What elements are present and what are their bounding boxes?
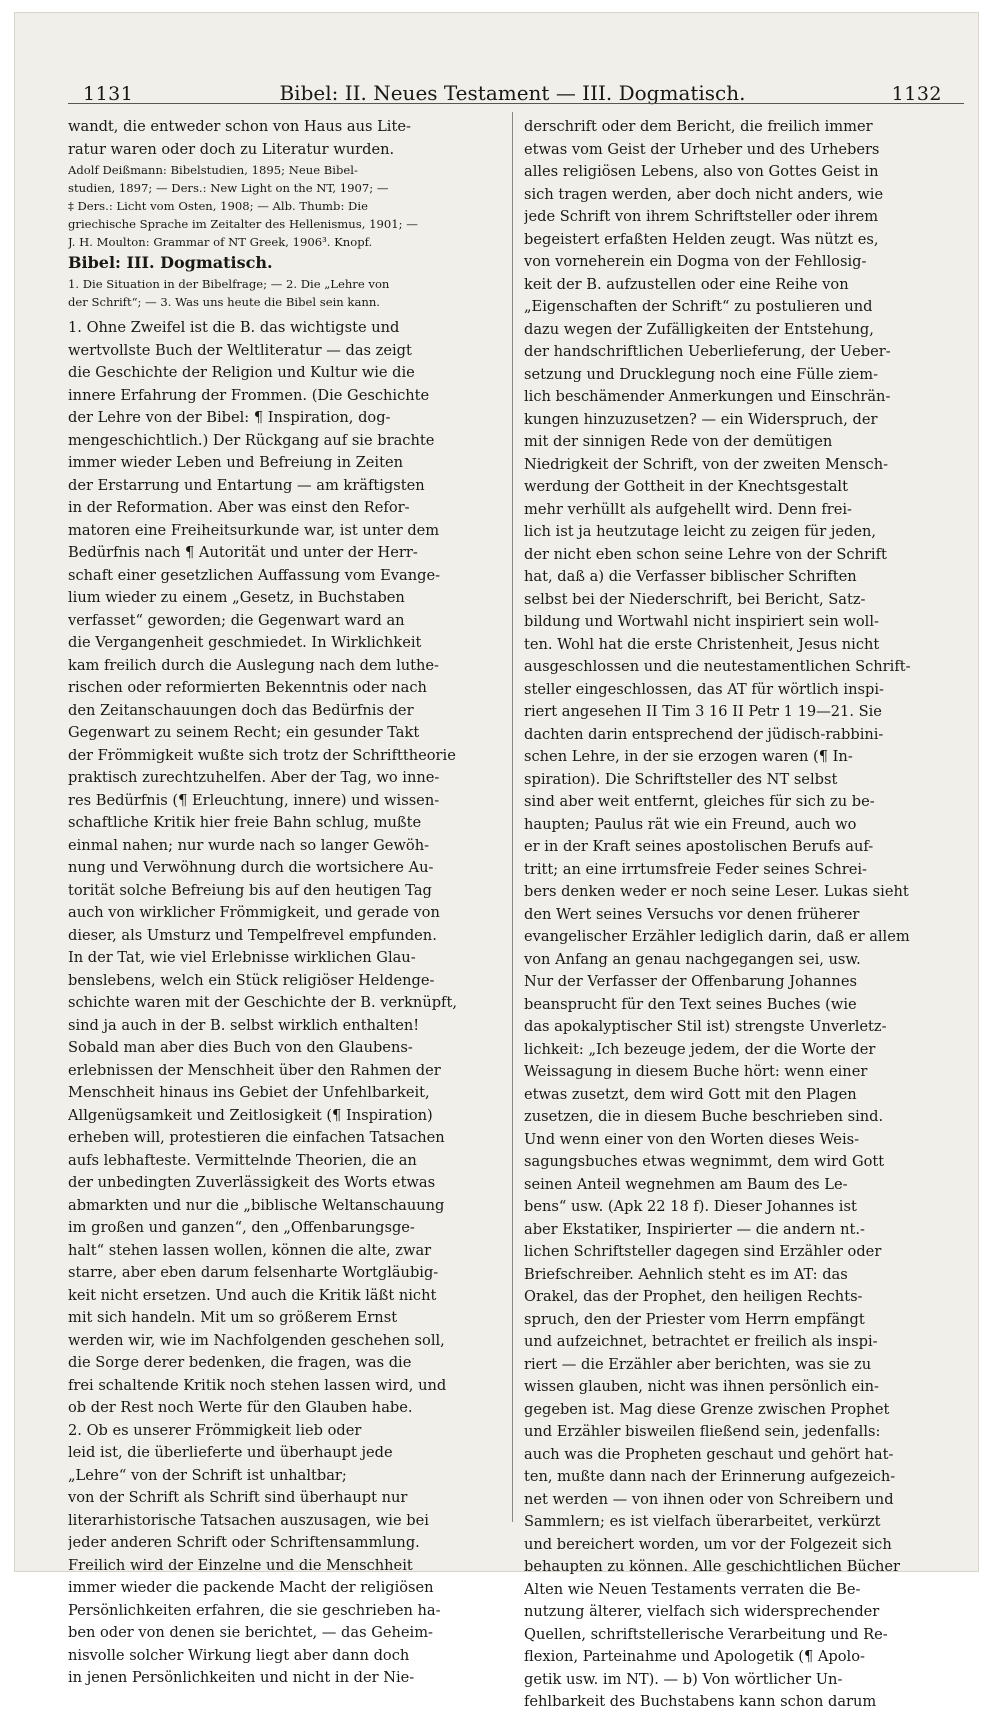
text-line: schen Lehre, in der sie erzogen waren (¶ In-: [524, 748, 853, 765]
text-line: matoren eine Freiheitsurkunde war, ist unter dem: [68, 521, 440, 539]
text-line: riert — die Erzähler aber berichten, was sie zu: [524, 1355, 872, 1373]
text-line: ratur waren oder doch zu Literatur wurden.: [68, 140, 395, 158]
running-header: [83, 71, 942, 111]
text-line: Menschheit hinaus ins Gebiet der Unfehlbarkeit,: [68, 1084, 430, 1101]
text-line: keit nicht ersetzen. Und auch die Kritik läßt nicht: [68, 1286, 437, 1304]
text-line: spruch, den der Priester vom Herrn empfängt: [524, 1310, 865, 1328]
text-line: net werden — von ihnen oder von Schreibern und: [524, 1490, 894, 1508]
text-line: seinen Anteil wegnehmen am Baum des Le-: [524, 1175, 848, 1193]
text-line: Briefschreiber. Aehnlich steht es im AT: das: [524, 1265, 848, 1283]
text-line: praktisch zurechtzuhelfen. Aber der Tag, wo inne-: [68, 769, 440, 786]
text-line: Freilich wird der Einzelne und die Menschheit: [68, 1556, 413, 1574]
text-line: abmarkten und nur die „biblische Weltanschauung: [68, 1196, 445, 1214]
text-line: steller eingeschlossen, das AT für wörtlich inspi-: [524, 680, 884, 698]
text-line: schichte waren mit der Geschichte der B. verknüpft,: [68, 994, 457, 1011]
text-line: sind ja auch in der B. selbst wirklich enthalten!: [68, 1016, 420, 1034]
text-line: und bereichert worden, um vor der Folgezeit sich: [524, 1535, 892, 1553]
text-line: spiration). Die Schriftsteller des NT selbst: [524, 770, 838, 788]
text-line: getik usw. im NT). — b) Von wörtlicher Un-: [524, 1670, 843, 1688]
text-line: Nur der Verfasser der Offenbarung Johannes: [524, 973, 857, 990]
text-line: benslebens, welch ein Stück religiöser Heldenge-: [68, 971, 435, 989]
text-line: alles religiösen Lebens, also von Gottes Geist in: [524, 163, 879, 180]
text-line: den Wert seines Versuchs vor denen früherer: [524, 905, 860, 923]
text-line: keit der B. aufzustellen oder eine Reihe von: [524, 275, 849, 293]
text-line: ob der Rest noch Werte für den Glauben habe.: [68, 1399, 413, 1416]
left-column: [68, 116, 500, 1690]
text-line: literarhistorische Tatsachen auszusagen, wie bei: [68, 1511, 429, 1529]
text-line: Gegenwart zu seinem Recht; ein gesunder Takt: [68, 724, 420, 741]
text-line: auch was die Propheten geschaut und gehört hat-: [524, 1445, 894, 1463]
column-divider: [512, 112, 513, 1522]
text-line: den Zeitanschauungen doch das Bedürfnis der: [68, 701, 414, 719]
text-line: von der Schrift als Schrift sind überhaupt nur: [68, 1489, 408, 1506]
text-line: begeistert erfaßten Helden zeugt. Was nützt es,: [524, 230, 879, 248]
text-line: einmal nahen; nur wurde nach so langer Gewöh-: [68, 836, 430, 854]
text-line: res Bedürfnis (¶ Erleuchtung, innere) und wissen-: [68, 791, 440, 809]
text-line: in der Reformation. Aber was einst den Refor-: [68, 499, 410, 516]
text-line: werden wir, wie im Nachfolgenden geschehen soll,: [68, 1331, 445, 1349]
text-line: hat, daß a) die Verfasser biblischer Schriften: [524, 568, 857, 585]
text-line: flexion, Parteinahme und Apologetik (¶ Apolo-: [524, 1648, 865, 1665]
text-line: leid ist, die überlieferte und überhaupt jede: [68, 1444, 393, 1461]
text-line: torität solche Befreiung bis auf den heutigen Tag: [68, 881, 432, 899]
text-line: der Frömmigkeit wußte sich trotz der Schrifttheorie: [68, 746, 456, 764]
text-line: werdung der Gottheit in der Knechtsgestalt: [524, 478, 848, 495]
text-line: die Geschichte der Religion und Kultur wie die: [68, 364, 415, 381]
text-line: Allgenügsamkeit und Zeitlosigkeit (¶ Inspiration): [68, 1106, 433, 1124]
text-line: beansprucht für den Text seines Buches (wie: [524, 995, 857, 1013]
text-line: wissen glauben, nicht was ihnen persönlich ein-: [524, 1378, 879, 1395]
text-line: schaftliche Kritik hier freie Bahn schlug, mußte: [68, 814, 422, 831]
text-line: ‡ Ders.: Licht vom Osten, 1908; — Alb. Thumb: Die: [68, 199, 368, 213]
text-line: studien, 1897; — Ders.: New Light on the NT, 1907; —: [68, 181, 389, 195]
header-rule: [68, 103, 964, 104]
text-line: In der Tat, wie viel Erlebnisse wirklichen Glau-: [68, 949, 416, 966]
text-line: die Vergangenheit geschmiedet. In Wirklichkeit: [68, 634, 422, 651]
text-line: rischen oder reformierten Bekenntnis oder nach: [68, 679, 427, 696]
right-column: [524, 116, 946, 1714]
text-line: lich ist ja heutzutage leicht zu zeigen für jeden,: [524, 523, 877, 540]
text-line: lium wieder zu einem „Gesetz, in Buchstaben: [68, 589, 405, 606]
text-line: riert angesehen II Tim 3 16 II Petr 1 19—21. Sie: [524, 703, 882, 720]
text-line: in jenen Persönlichkeiten und nicht in der Nie-: [68, 1669, 415, 1686]
text-line: bens“ usw. (Apk 22 18 f). Dieser Johannes ist: [524, 1198, 857, 1215]
text-line: aber Ekstatiker, Inspirierter — die andern nt.-: [524, 1220, 865, 1238]
text-line: behaupten zu können. Alle geschichtlichen Bücher: [524, 1558, 901, 1575]
text-line: auch von wirklicher Frömmigkeit, und gerade von: [68, 904, 440, 921]
text-line: tritt; an eine irrtumsfreie Feder seines Schrei-: [524, 860, 867, 878]
page-number-left: 1131: [83, 83, 134, 105]
page-number-right: 1132: [891, 83, 942, 105]
text-line: frei schaltende Kritik noch stehen lassen wird, und: [68, 1376, 447, 1394]
text-line: wandt, die entweder schon von Haus aus Lite-: [68, 118, 411, 135]
text-line: dachten darin entsprechend der jüdisch-rabbini-: [524, 725, 884, 743]
text-line: mengeschichtlich.) Der Rückgang auf sie brachte: [68, 431, 435, 449]
text-line: lichkeit: „Ich bezeuge jedem, der die Worte der: [524, 1040, 876, 1058]
text-line: Niedrigkeit der Schrift, von der zweiten Mensch-: [524, 455, 889, 473]
text-line: griechische Sprache im Zeitalter des Hellenismus, 1901; —: [68, 217, 418, 231]
text-line: Und wenn einer von den Worten dieses Weis-: [524, 1130, 860, 1148]
text-line: zusetzen, die in diesem Buche beschrieben sind.: [524, 1108, 884, 1125]
text-line: mehr verhüllt als aufgehellt wird. Denn frei-: [524, 500, 852, 518]
text-line: der handschriftlichen Ueberlieferung, der Ueber-: [524, 343, 891, 360]
text-line: lich beschämender Anmerkungen und Einschrän-: [524, 388, 891, 405]
text-line: sagungsbuches etwas wegnimmt, dem wird Gott: [524, 1153, 885, 1170]
text-line: das apokalyptischer Stil ist) strengste Unverletz-: [524, 1018, 887, 1035]
text-line: erlebnissen der Menschheit über den Rahmen der: [68, 1061, 441, 1079]
text-line: mit sich handeln. Mit um so größerem Ernst: [68, 1309, 398, 1326]
text-line: dazu wegen der Zufälligkeiten der Entstehung,: [524, 320, 874, 338]
text-line: der Erstarrung und Entartung — am kräftigsten: [68, 476, 425, 494]
text-line: mit der sinnigen Rede von der demütigen: [524, 433, 833, 450]
text-line: 1. Die Situation in der Bibelfrage; — 2. Die „Lehre von: [68, 277, 390, 291]
text-line: 1. Ohne Zweifel ist die B. das wichtigste und: [68, 319, 400, 336]
text-line: Quellen, schriftstellerische Verarbeitung und Re-: [524, 1625, 888, 1643]
text-line: Alten wie Neuen Testaments verraten die Be-: [524, 1580, 861, 1598]
running-title: Bibel: II. Neues Testament — III. Dogmatisch.: [279, 81, 746, 105]
text-line: 2. Ob es unserer Frömmigkeit lieb oder: [68, 1421, 362, 1439]
text-line: und aufzeichnet, betrachtet er freilich als inspi-: [524, 1333, 878, 1350]
text-line: nung und Verwöhnung durch die wortsichere Au-: [68, 859, 434, 876]
text-line: verfasset“ geworden; die Gegenwart ward an: [68, 611, 405, 629]
text-line: aufs lebhafteste. Vermittelnde Theorien, die an: [68, 1151, 417, 1169]
text-line: schaft einer gesetzlichen Auffassung vom Evange-: [68, 566, 441, 584]
text-line: gegeben ist. Mag diese Grenze zwischen Prophet: [524, 1400, 890, 1418]
text-line: von Anfang an genau nachgegangen sei, usw.: [524, 950, 861, 968]
text-line: kungen hinzuzusetzen? — ein Widerspruch, der: [524, 410, 878, 428]
text-line: innere Erfahrung der Frommen. (Die Geschichte: [68, 386, 430, 404]
text-line: derschrift oder dem Bericht, die freilich immer: [524, 118, 873, 135]
text-line: bildung und Wortwahl nicht inspiriert sein woll-: [524, 613, 879, 630]
text-line: fehlbarkeit des Buchstabens kann schon darum: [524, 1693, 877, 1710]
text-line: jeder anderen Schrift oder Schriftensammlung.: [68, 1534, 420, 1551]
text-line: starre, aber eben darum felsenharte Wortgläubig-: [68, 1264, 439, 1281]
text-line: erheben will, protestieren die einfachen Tatsachen: [68, 1129, 445, 1146]
text-line: Weissagung in diesem Buche hört: wenn einer: [524, 1063, 868, 1080]
text-line: ausgeschlossen und die neutestamentlichen Schrift-: [524, 658, 911, 675]
text-line: nisvolle solcher Wirkung liegt aber dann doch: [68, 1646, 410, 1664]
text-line: der Schrift“; — 3. Was uns heute die Bibel sein kann.: [68, 295, 380, 309]
text-line: und Erzähler bisweilen fließend sein, jedenfalls:: [524, 1423, 881, 1440]
text-line: etwas zusetzt, dem wird Gott mit den Plagen: [524, 1085, 857, 1103]
text-line: Sobald man aber dies Buch von den Glaubens-: [68, 1039, 413, 1056]
text-line: wertvollste Buch der Weltliteratur — das zeigt: [68, 341, 412, 359]
text-line: sich tragen werden, aber doch nicht anders, wie: [524, 185, 884, 203]
text-line: Persönlichkeiten erfahren, die sie geschrieben ha-: [68, 1601, 441, 1619]
text-line: etwas vom Geist der Urheber und des Urhebers: [524, 140, 880, 158]
text-line: der nicht eben schon seine Lehre von der Schrift: [524, 545, 887, 563]
text-line: dieser, als Umsturz und Tempelfrevel empfunden.: [68, 926, 437, 944]
text-line: haupten; Paulus rät wie ein Freund, auch wo: [524, 815, 857, 833]
text-line: ben oder von denen sie berichtet, — das Geheim-: [68, 1624, 433, 1641]
text-line: ten, mußte dann nach der Erinnerung aufgezeich-: [524, 1468, 896, 1485]
text-line: im großen und ganzen“, den „Offenbarungsge-: [68, 1219, 415, 1236]
text-line: „Eigenschaften der Schrift“ zu postulieren und: [524, 298, 873, 315]
text-line: sind aber weit entfernt, gleiches für sich zu be-: [524, 793, 875, 810]
text-line: ten. Wohl hat die erste Christenheit, Jesus nicht: [524, 635, 880, 653]
text-line: jede Schrift von ihrem Schriftsteller oder ihrem: [524, 208, 879, 225]
text-line: kam freilich durch die Auslegung nach dem luthe-: [68, 656, 439, 674]
text-line: lichen Schriftsteller dagegen sind Erzähler oder: [524, 1243, 882, 1260]
section-heading: Bibel: III. Dogmatisch.: [68, 253, 273, 272]
text-line: er in der Kraft seines apostolischen Berufs auf-: [524, 838, 874, 855]
text-line: nutzung älterer, vielfach sich widersprechender: [524, 1603, 880, 1620]
text-line: die Sorge derer bedenken, die fragen, was die: [68, 1354, 412, 1371]
text-line: J. H. Moulton: Grammar of NT Greek, 1906³. Knopf.: [68, 235, 373, 249]
text-line: „Lehre“ von der Schrift ist unhaltbar;: [68, 1466, 347, 1484]
text-line: Orakel, das der Prophet, den heiligen Rechts-: [524, 1288, 863, 1305]
text-line: bers denken weder er noch seine Leser. Lukas sieht: [524, 883, 909, 900]
text-line: immer wieder Leben und Befreiung in Zeiten: [68, 454, 403, 471]
text-line: halt“ stehen lassen wollen, können die alte, zwar: [68, 1241, 432, 1259]
text-line: der Lehre von der Bibel: ¶ Inspiration, dog-: [68, 409, 391, 426]
text-line: evangelischer Erzähler lediglich darin, daß er allem: [524, 928, 910, 945]
text-line: Bedürfnis nach ¶ Autorität und unter der Herr-: [68, 544, 418, 561]
text-line: der unbedingten Zuverlässigkeit des Worts etwas: [68, 1174, 436, 1191]
text-line: setzung und Drucklegung noch eine Fülle ziem-: [524, 365, 879, 383]
text-line: Adolf Deißmann: Bibelstudien, 1895; Neue Bibel-: [68, 163, 358, 177]
text-line: immer wieder die packende Macht der religiösen: [68, 1579, 434, 1596]
text-line: Sammlern; es ist vielfach überarbeitet, verkürzt: [524, 1513, 881, 1530]
text-line: von vorneherein ein Dogma von der Fehllosig-: [524, 253, 867, 270]
text-line: selbst bei der Niederschrift, bei Bericht, Satz-: [524, 590, 866, 608]
